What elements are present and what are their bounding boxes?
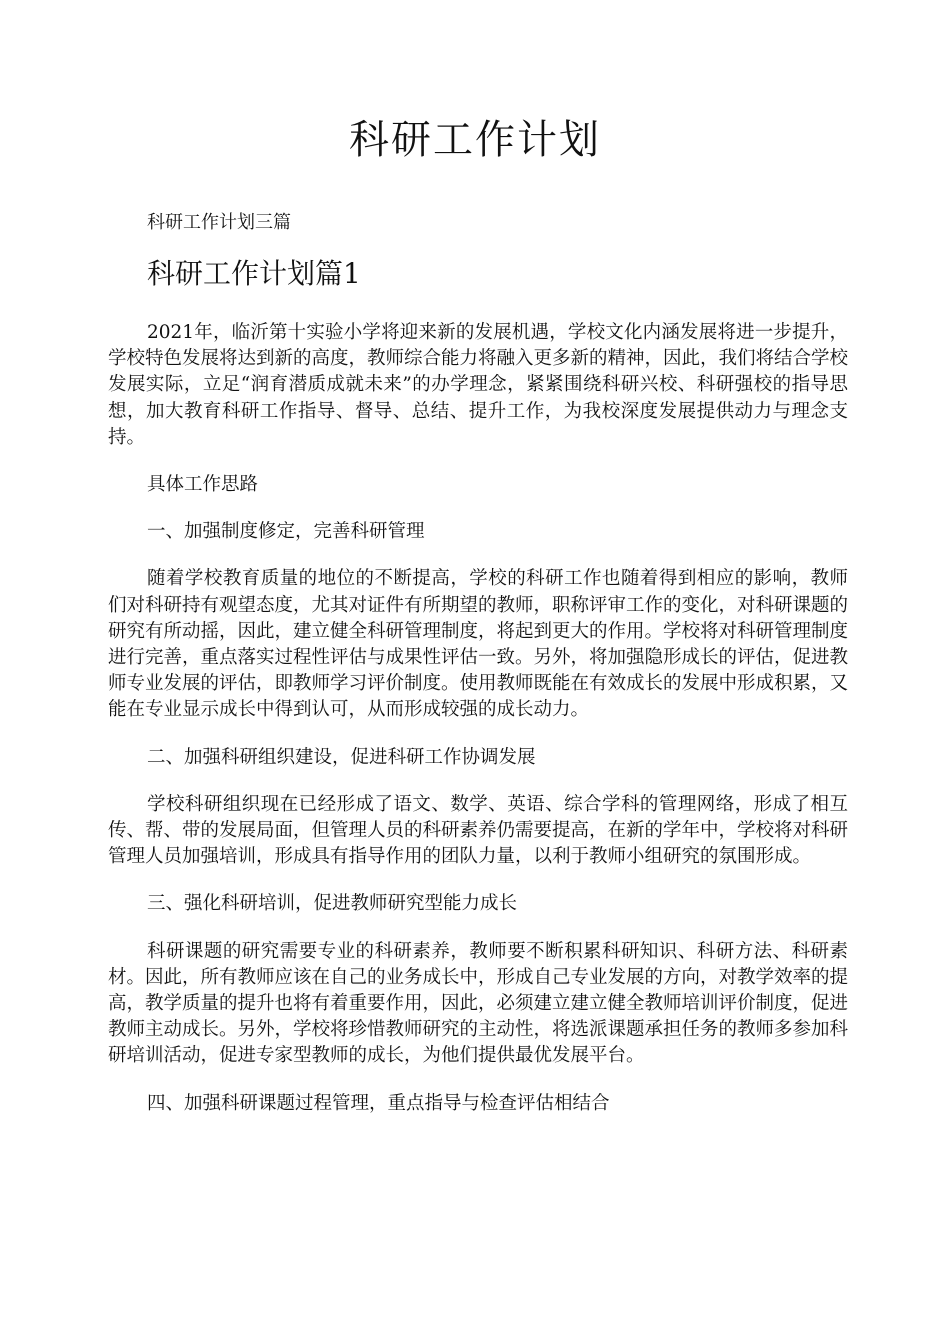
document-subtitle: 科研工作计划三篇 xyxy=(147,212,291,233)
paragraph-organization: 学校科研组织现在已经形成了语文、数学、英语、综合学科的管理网络，形成了相互传、帮、带的发展局面，但管理人员的科研素养仍需要提高，在新的学年中，学校将对科研管理人员加强培训，形成具有指导作用的团队力量，以利于教师小组研究的氛围形成。 xyxy=(108,793,849,868)
section-heading: 科研工作计划篇1 xyxy=(147,257,361,290)
paragraph-training: 科研课题的研究需要专业的科研素养，教师要不断积累科研知识、科研方法、科研素材。因此，所有教师应该在自己的业务成长中，形成自己专业发展的方向，对教学效率的提高，教学质量的提升也将有着重要作用，因此，必须建立建立健全教师培训评价制度，促进教师主动成长。另外，学校将珍惜教师研究的主动性，将选派课题承担任务的教师多参加科研培训活动，促进专家型教师的成长，为他们提供最优发展平台。 xyxy=(108,940,849,1067)
paragraph-heading-one: 一、加强制度修定，完善科研管理 xyxy=(147,521,425,543)
paragraph-heading-three: 三、强化科研培训，促进教师研究型能力成长 xyxy=(147,893,518,915)
document-body xyxy=(108,320,848,1138)
paragraph-heading-four: 四、加强科研课题过程管理，重点指导与检查评估相结合 xyxy=(147,1092,610,1114)
paragraph-management: 随着学校教育质量的地位的不断提高，学校的科研工作也随着得到相应的影响，教师们对科研持有观望态度，尤其对证件有所期望的教师，职称评审工作的变化，对科研课题的研究有所动摇，因此，建立健全科研管理制度，将起到更大的作用。学校将对科研管理制度进行完善，重点落实过程性评估与成果性评估一致。另外，将加强隐形成长的评估，促进教师专业发展的评估，即教师学习评价制度。使用教师既能在有效成长的发展中形成积累，又能在专业显示成长中得到认可，从而形成较强的成长动力。 xyxy=(108,568,849,721)
paragraph-work-ideas-heading: 具体工作思路 xyxy=(147,474,259,496)
paragraph-intro: 2021年，临沂第十实验小学将迎来新的发展机遇，学校文化内涵发展将进一步提升，学校特色发展将达到新的高度，教师综合能力将融入更多新的精神，因此，我们将结合学校发展实际，立足“润育潜质成就未来”的办学理念，紧紧围绕科研兴校、科研强校的指导思想，加大教育科研工作指导、督导、总结、提升工作，为我校深度发展提供动力与理念支持。 xyxy=(108,322,849,448)
document-title: 科研工作计划 xyxy=(349,117,601,163)
paragraph-heading-two: 二、加强科研组织建设，促进科研工作协调发展 xyxy=(147,746,536,768)
